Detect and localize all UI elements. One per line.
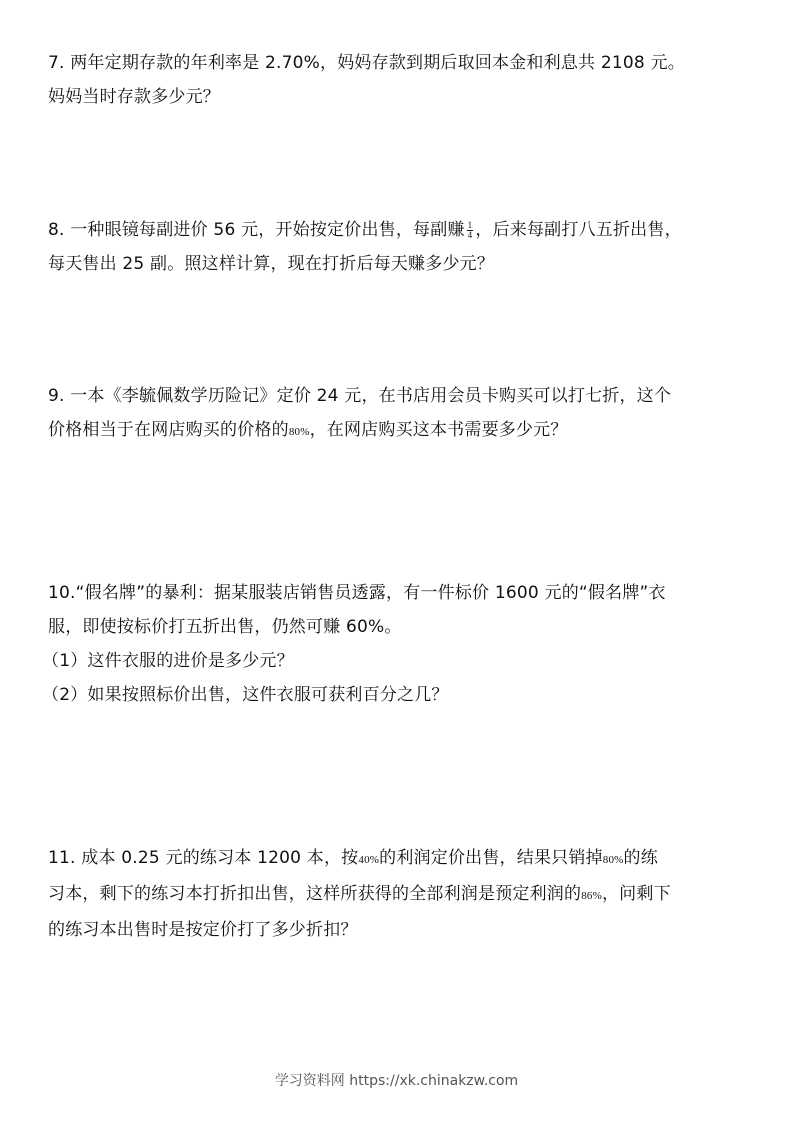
problem-11-text-c: 的练 (623, 848, 658, 868)
fraction-numerator: 1 (467, 219, 473, 230)
problem-11 (48, 841, 748, 947)
footer-source: 学习资料网 https://xk.chinakzw.com (274, 1073, 519, 1089)
problem-11-text-d: 习本，剩下的练习本打折扣出售，这样所获得的全部利润是预定利润的 (48, 884, 582, 904)
percent-80: 80% (602, 854, 624, 866)
percent-86: 86% (581, 890, 602, 902)
problem-10-line-1: 10.“假名牌”的暴利：据某服装店销售员透露，有一件标价 1600 元的“假名牌”衣 (48, 583, 666, 603)
problem-7-line-2: 妈妈当时存款多少元？ (48, 87, 220, 107)
problem-9-line-1: 9. 一本《李毓佩数学历险记》定价 24 元，在书店用会员卡购买可以打七折，这个 (48, 386, 672, 406)
percent-40: 40% (358, 854, 380, 866)
fraction-one-quarter (467, 221, 474, 240)
problem-9 (48, 379, 748, 449)
problem-8-line-1 (48, 213, 748, 247)
problem-8-line-2: 每天售出 25 副。照这样计算，现在打折后每天赚多少元？ (48, 254, 495, 274)
problem-10-subq-2: （2）如果按照标价出售，这件衣服可获利百分之几？ (42, 685, 449, 705)
percent-80: 80% (288, 426, 310, 438)
problem-11-line-2 (48, 877, 748, 913)
problem-10-line-2: 服，即使按标价打五折出售，仍然可赚 60%。 (48, 617, 402, 637)
problem-11-text-a: 11. 成本 0.25 元的练习本 1200 本，按 (48, 848, 359, 868)
problem-11-text-e: ，问剩下 (601, 884, 671, 904)
problem-11-text-b: 的利润定价出售，结果只销掉 (379, 848, 603, 868)
problem-10 (42, 576, 748, 712)
problem-9-text-a: 价格相当于在网店购买的价格的 (48, 420, 289, 440)
problem-11-line-1 (48, 841, 748, 877)
problem-9-line-2 (48, 413, 748, 449)
fraction-denominator: 4 (467, 229, 473, 240)
problem-9-text-b: ，在网店购买这本书需要多少元？ (309, 420, 568, 440)
problem-7-line-1: 7. 两年定期存款的年利率是 2.70%，妈妈存款到期后取回本金和利息共 2108 元。 (48, 53, 685, 73)
problem-8-text-a: 8. 一种眼镜每副进价 56 元，开始按定价出售，每副赚 (48, 220, 465, 240)
problem-8-text-b: ，后来每副打八五折出售， (475, 220, 682, 240)
problem-10-subq-1: （1）这件衣服的进价是多少元？ (42, 651, 294, 671)
problem-11-line-3: 的练习本出售时是按定价打了多少折扣？ (48, 920, 358, 940)
problem-7 (48, 46, 748, 114)
problem-8 (48, 213, 748, 281)
